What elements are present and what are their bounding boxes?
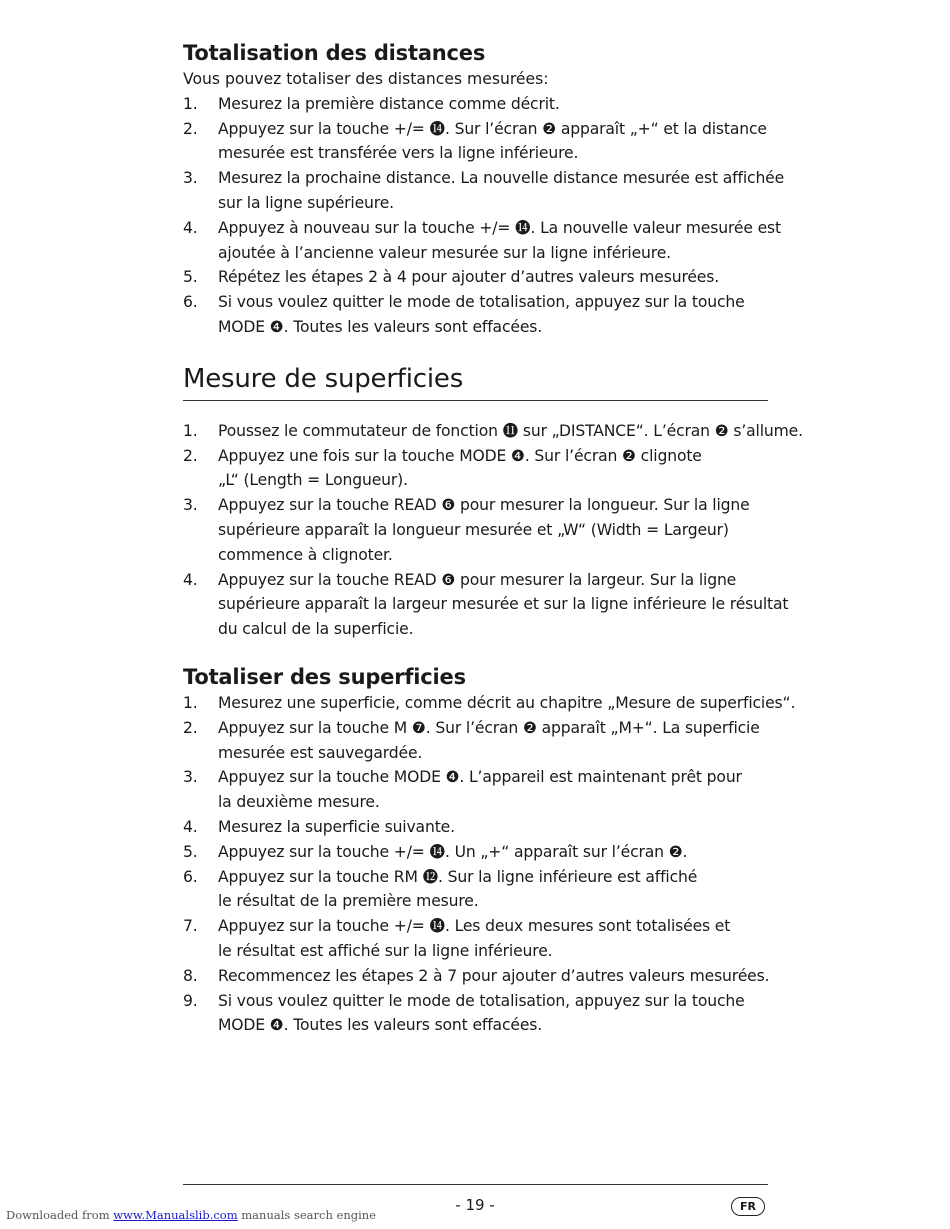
- step-number: 4.: [183, 817, 198, 836]
- list-item: [183, 92, 768, 117]
- language-badge: FR: [731, 1197, 765, 1216]
- list-item: [183, 216, 781, 266]
- step-number: 1.: [183, 421, 198, 440]
- step-text-line: Si vous voulez quitter le mode de totalisation, appuyez sur la touche: [218, 991, 745, 1010]
- download-prefix: Downloaded from: [6, 1208, 114, 1222]
- step-text-line: le résultat est affiché sur la ligne inférieure.: [218, 941, 553, 960]
- step-number: 5.: [183, 842, 198, 861]
- step-text-line: du calcul de la superficie.: [218, 620, 414, 639]
- chapter-title: Mesure de superficies: [183, 362, 768, 401]
- list-item: [183, 444, 768, 494]
- step-number: 3.: [183, 169, 198, 188]
- list-item: [183, 765, 768, 815]
- section-title: Totaliser des superficies: [183, 664, 466, 689]
- step-text-line: MODE ❹. Toutes les valeurs sont effacées.: [218, 1016, 543, 1035]
- step-number: 2.: [183, 446, 198, 465]
- manualslib-link[interactable]: www.Manualslib.com: [113, 1208, 238, 1222]
- step-text-line: Poussez le commutateur de fonction ⓫ sur „DISTANCE“. L’écran ❷ s’allume.: [218, 421, 803, 440]
- list-item: [183, 265, 768, 290]
- step-number: 2.: [183, 119, 198, 138]
- list-item: [183, 716, 768, 766]
- step-list: [183, 92, 785, 340]
- step-list: [183, 419, 803, 642]
- step-number: 4.: [183, 570, 198, 589]
- list-item: [183, 914, 768, 964]
- step-text-line: Mesurez une superficie, comme décrit au chapitre „Mesure de superficies“.: [218, 693, 796, 712]
- step-text-line: Mesurez la première distance comme décrit.: [218, 94, 560, 113]
- step-text-line: Répétez les étapes 2 à 4 pour ajouter d’autres valeurs mesurées.: [218, 268, 720, 287]
- step-text-line: sur la ligne supérieure.: [218, 193, 394, 212]
- step-text-line: supérieure apparaît la longueur mesurée et „W“ (Width = Largeur): [218, 520, 729, 539]
- step-text-line: Mesurez la prochaine distance. La nouvelle distance mesurée est affichée: [218, 169, 785, 188]
- step-number: 2.: [183, 718, 198, 737]
- step-number: 4.: [183, 218, 198, 237]
- step-text-line: Appuyez sur la touche M ❼. Sur l’écran ❷ apparaît „M+“. La superficie: [218, 718, 760, 737]
- section-totalisation-distances: [183, 40, 785, 340]
- step-text-line: Appuyez sur la touche +/= ⓮. Un „+“ apparaît sur l’écran ❷.: [218, 842, 688, 861]
- section-title: Totalisation des distances: [183, 41, 486, 65]
- step-text-line: Appuyez sur la touche RM ⓬. Sur la ligne inférieure est affiché: [218, 867, 698, 886]
- step-number: 9.: [183, 991, 198, 1010]
- page-content: [183, 40, 803, 1038]
- step-text-line: ajoutée à l’ancienne valeur mesurée sur la ligne inférieure.: [218, 243, 671, 262]
- list-item: [183, 117, 768, 167]
- step-text-line: supérieure apparaît la largeur mesurée et sur la ligne inférieure le résultat: [218, 595, 789, 614]
- download-suffix: manuals search engine: [237, 1208, 376, 1222]
- section-intro: Vous pouvez totaliser des distances mesurées:: [183, 70, 549, 88]
- list-item: [183, 840, 768, 865]
- step-text-line: Appuyez sur la touche +/= ⓮. Les deux mesures sont totalisées et: [218, 917, 731, 936]
- step-text-line: „L“ (Length = Longueur).: [218, 471, 408, 490]
- step-number: 8.: [183, 966, 198, 985]
- list-item: [183, 166, 785, 216]
- step-text-line: Appuyez à nouveau sur la touche +/= ⓮. La nouvelle valeur mesurée est: [218, 218, 781, 237]
- download-note: [6, 1208, 376, 1222]
- list-item: [183, 815, 768, 840]
- step-text-line: le résultat de la première mesure.: [218, 892, 479, 911]
- step-text-line: Appuyez une fois sur la touche MODE ❹. Sur l’écran ❷ clignote: [218, 446, 702, 465]
- list-item: [183, 568, 789, 642]
- step-number: 5.: [183, 268, 198, 287]
- list-item: [183, 865, 768, 915]
- step-text-line: mesurée est transférée vers la ligne inférieure.: [218, 144, 579, 163]
- step-number: 3.: [183, 768, 198, 787]
- step-number: 3.: [183, 496, 198, 515]
- step-text-line: commence à clignoter.: [218, 545, 393, 564]
- step-number: 7.: [183, 917, 198, 936]
- step-number: 1.: [183, 94, 198, 113]
- section-totaliser-superficies: [183, 664, 796, 1038]
- step-number: 6.: [183, 867, 198, 886]
- list-item: [183, 989, 768, 1039]
- step-number: 1.: [183, 693, 198, 712]
- list-item: [183, 691, 796, 716]
- page-number: - 19 -: [455, 1196, 495, 1214]
- step-text-line: Appuyez sur la touche READ ❻ pour mesurer la largeur. Sur la ligne: [218, 570, 737, 589]
- step-text-line: Appuyez sur la touche MODE ❹. L’appareil est maintenant prêt pour: [218, 768, 742, 787]
- step-number: 6.: [183, 293, 198, 312]
- step-text-line: Appuyez sur la touche READ ❻ pour mesurer la longueur. Sur la ligne: [218, 496, 750, 515]
- list-item: [183, 290, 768, 340]
- list-item: [183, 419, 803, 444]
- step-text-line: Appuyez sur la touche +/= ⓮. Sur l’écran ❷ apparaît „+“ et la distance: [218, 119, 767, 138]
- step-text-line: Si vous voulez quitter le mode de totalisation, appuyez sur la touche: [218, 293, 745, 312]
- step-text-line: MODE ❹. Toutes les valeurs sont effacées.: [218, 317, 543, 336]
- step-text-line: mesurée est sauvegardée.: [218, 743, 423, 762]
- step-text-line: Recommencez les étapes 2 à 7 pour ajouter d’autres valeurs mesurées.: [218, 966, 770, 985]
- list-item: [183, 493, 768, 567]
- step-list: [183, 691, 796, 1038]
- step-text-line: la deuxième mesure.: [218, 793, 380, 812]
- footer-divider: [183, 1184, 768, 1185]
- list-item: [183, 964, 768, 989]
- section-mesure-superficies: [183, 362, 803, 642]
- step-text-line: Mesurez la superficie suivante.: [218, 817, 455, 836]
